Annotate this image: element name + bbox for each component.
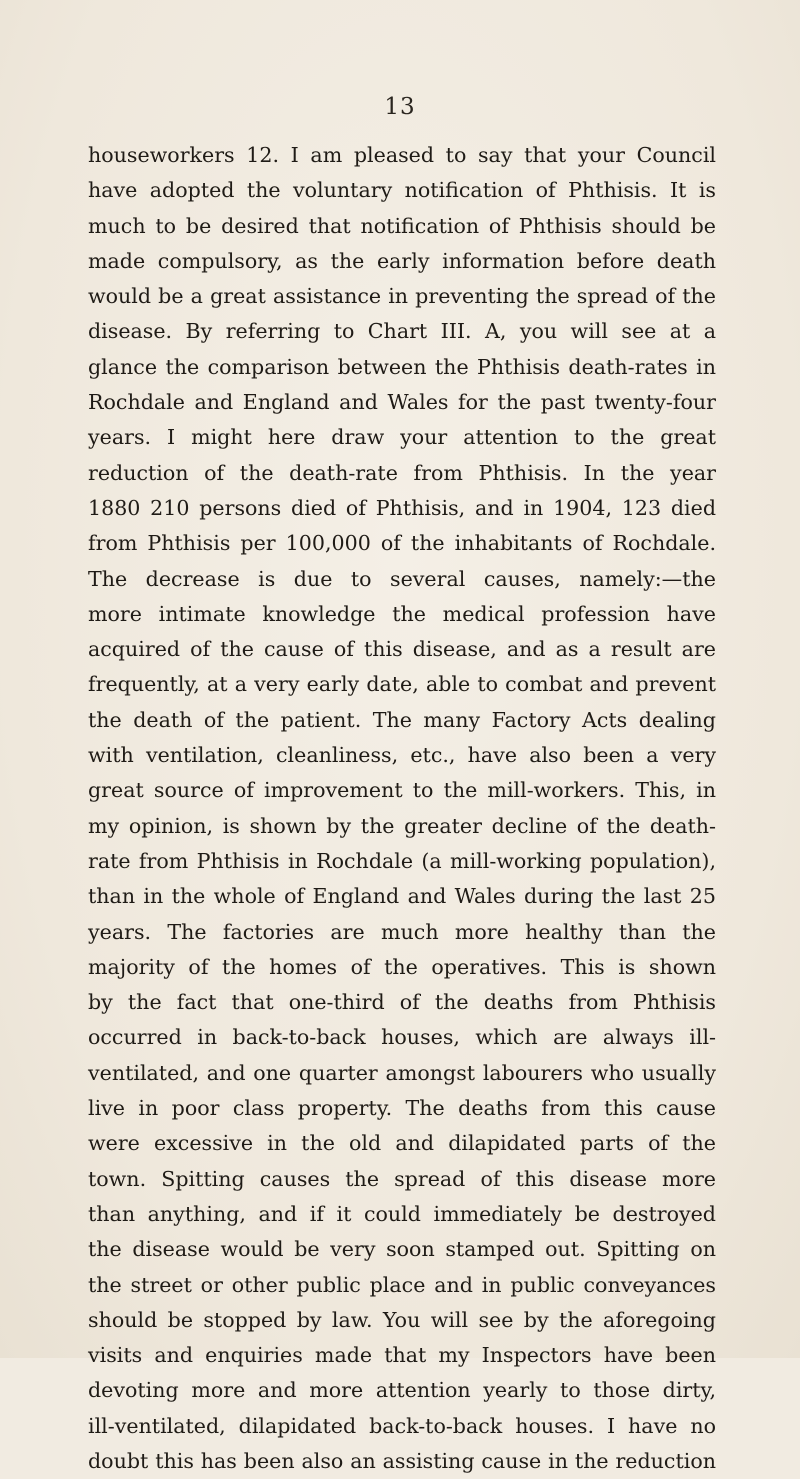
text-line: my opinion, is shown by the greater decline of the death- [88, 813, 716, 838]
text-line: reduction of the death-rate from Phthisis. In the year [88, 460, 716, 485]
text-line: years. The factories are much more healthy than the [88, 919, 716, 944]
text-line: would be a great assistance in preventing the spread of the [88, 284, 716, 309]
text-line: ventilated, and one quarter amongst labourers who usually [88, 1060, 716, 1085]
text-line: with ventilation, cleanliness, etc., have also been a very [88, 743, 716, 768]
text-line: should be stopped by law. You will see by the aforegoing [88, 1307, 716, 1332]
text-line: live in poor class property. The deaths from this cause [88, 1096, 716, 1121]
text-line: doubt this has been also an assisting cause in the reduction [88, 1448, 716, 1473]
text-line: than in the whole of England and Wales during the last 25 [88, 884, 716, 909]
text-line: the disease would be very soon stamped out. Spitting on [88, 1237, 716, 1262]
text-line: majority of the homes of the operatives. This is shown [88, 954, 716, 979]
text-line: than anything, and if it could immediately be destroyed [88, 1201, 716, 1226]
text-line: rate from Phthisis in Rochdale (a mill-working population), [88, 848, 716, 873]
text-line: from Phthisis per 100,000 of the inhabitants of Rochdale. [88, 531, 716, 556]
text-line: glance the comparison between the Phthisis death-rates in [88, 354, 716, 379]
text-line: 1880 210 persons died of Phthisis, and in 1904, 123 died [88, 495, 716, 520]
body-paragraph [88, 138, 716, 1479]
text-line: devoting more and more attention yearly to those dirty, [88, 1378, 716, 1403]
page-number: 13 [384, 94, 416, 120]
text-line: more intimate knowledge the medical profession have [88, 601, 716, 626]
text-line: occurred in back-to-back houses, which are always ill- [88, 1025, 716, 1050]
text-line: Rochdale and England and Wales for the past twenty-four [88, 390, 716, 415]
text-line: frequently, at a very early date, able to combat and prevent [88, 672, 716, 697]
text-line: town. Spitting causes the spread of this disease more [88, 1166, 716, 1191]
text-line: acquired of the cause of this disease, and as a result are [88, 637, 716, 662]
text-line: visits and enquiries made that my Inspectors have been [88, 1343, 716, 1368]
text-line: the street or other public place and in public conveyances [88, 1272, 716, 1297]
text-line: the death of the patient. The many Factory Acts dealing [88, 707, 716, 732]
text-line: much to be desired that notification of Phthisis should be [88, 213, 716, 238]
text-line: were excessive in the old and dilapidated parts of the [88, 1131, 716, 1156]
text-line: disease. By referring to Chart III. A, you will see at a [88, 319, 716, 344]
text-line: years. I might here draw your attention to the great [88, 425, 716, 450]
text-line: great source of improvement to the mill-workers. This, in [88, 778, 716, 803]
text-line: ill-ventilated, dilapidated back-to-back houses. I have no [88, 1413, 716, 1438]
text-line: have adopted the voluntary notification of Phthisis. It is [88, 178, 716, 203]
text-line: made compulsory, as the early information before death [88, 248, 716, 273]
text-line: The decrease is due to several causes, namely:—the [88, 566, 716, 591]
text-line: by the fact that one-third of the deaths from Phthisis [88, 990, 716, 1015]
text-line: houseworkers 12. I am pleased to say that your Council [88, 143, 716, 167]
